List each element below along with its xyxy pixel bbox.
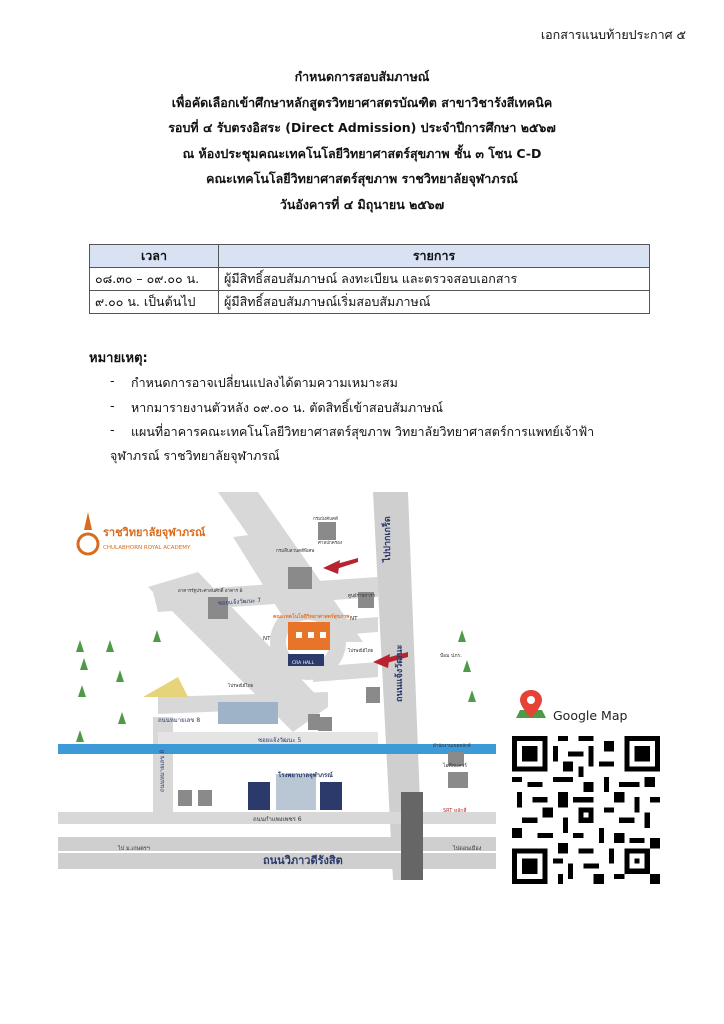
table-row [90, 291, 650, 314]
label-post-office: ไปรษณีย์ไทย [348, 649, 374, 654]
campus-map [58, 492, 496, 880]
label-chaeng-watthana: ถนนแจ้งวัฒนะ [395, 644, 405, 702]
cell-time: ๙.๐๐ น. เป็นต้นไป [90, 291, 219, 314]
label-dsi: กรมสืบสวนคดีพิเศษ [276, 549, 315, 554]
title-line: ณ ห้องประชุมคณะเทคโนโลยีวิทยาศาสตร์สุขภาพ ชั้น ๓ โซน C-D [182, 145, 542, 161]
logo-text-thai: ราชวิทยาลัยจุฬาภรณ์ [103, 526, 206, 539]
title-line: วันอังคารที่ ๔ มิถุนายน ๒๕๖๗ [279, 196, 445, 212]
google-map-pin-icon [514, 688, 548, 726]
label-road-8-vertical: ถนนหมายเลข 8 [159, 749, 166, 792]
note-item: แผนที่อาคารคณะเทคโนโลยีวิทยาศาสตร์สุขภาพ วิทยาลัยวิทยาศาสตร์การแพทย์เจ้าฟ้า [131, 424, 595, 439]
label-to-pakkret: ไปปากเกร็ด [383, 516, 393, 562]
canal [58, 744, 496, 754]
cell-time: ๐๘.๓๐ – ๐๙.๐๐ น. [90, 268, 219, 291]
label-to-kaset: ไป ม.เกษตรฯ [118, 846, 150, 852]
note-item: หากมารายงานตัวหลัง ๐๙.๐๐ น. ตัดสิทธิ์เข้าสอบสัมภาษณ์ [131, 400, 444, 415]
table-header-row [90, 245, 650, 268]
label-vibhavadi: ถนนวิภาวดีรังสิต [263, 854, 343, 867]
label-court: ศาลปกครอง [318, 541, 343, 546]
notes-heading: หมายเหตุ: [89, 351, 148, 366]
title-line: กำหนดการสอบสัมภาษณ์ [294, 69, 430, 84]
bullet-dash: - [110, 373, 115, 388]
label-district-office: สำนักงานเขตหลักสี่ [433, 744, 471, 749]
hospital-building [248, 782, 270, 810]
label-cra-hall: CRA HALL [292, 661, 315, 666]
label-nt-2: NT [350, 616, 358, 622]
note-item: กำหนดการอาจเปลี่ยนแปลงได้ตามความเหมาะสม [131, 375, 398, 390]
title-block [0, 64, 724, 217]
schedule-table [89, 244, 650, 314]
label-government-center: ศูนย์ราชการฯ [348, 594, 375, 599]
label-road-8: ถนนหมายเลข 8 [158, 717, 201, 724]
title-line: เพื่อคัดเลือกเข้าศึกษาหลักสูตรวิทยาศาสตรบัณฑิต สาขาวิชารังสีเทคนิค [171, 94, 553, 110]
cell-item: ผู้มีสิทธิ์สอบสัมภาษณ์เริ่มสอบสัมภาษณ์ [219, 291, 650, 314]
qr-code[interactable] [512, 736, 660, 884]
note-continuation: จุฬาภรณ์ ราชวิทยาลัยจุฬาภรณ์ [110, 448, 280, 463]
title-line: รอบที่ ๔ รับตรงอิสระ (Direct Admission) ประจำปีการศึกษา ๒๕๖๗ [168, 120, 556, 135]
label-legal-execution: กรมบังคับคดี [313, 517, 338, 522]
label-police: ป้อม ปภร. [440, 653, 462, 659]
google-map-label: Google Map [553, 708, 628, 723]
label-srt: SRT หลักสี่ [443, 808, 467, 814]
column-header-item: รายการ [219, 245, 650, 268]
bullet-dash: - [110, 422, 115, 437]
table-row [90, 268, 650, 291]
label-hospital: โรงพยาบาลจุฬาภรณ์ [278, 772, 333, 779]
label-soi-7: ซอยแจ้งวัฒนะ 7 [217, 596, 262, 607]
label-building-b: อาคารรัฐประศาสนศักดิ์ อาคาร B [178, 589, 243, 594]
bullet-dash: - [110, 398, 115, 413]
label-to-donmueang: ไปดอนเมือง [453, 846, 482, 852]
document-reference: เอกสารแนบท้ายประกาศ ๕ [540, 27, 686, 42]
overpass [401, 792, 423, 880]
column-header-time: เวลา [90, 245, 219, 268]
label-target-faculty: คณะเทคโนโลยีวิทยาศาสตร์สุขภาพ [273, 614, 350, 620]
label-nt: NT [263, 636, 271, 642]
label-it-square: ไอทีสแควร์ [443, 763, 467, 769]
label-soi-5: ซอยแจ้งวัฒนะ 5 [258, 737, 302, 744]
cell-item: ผู้มีสิทธิ์สอบสัมภาษณ์ ลงทะเบียน และตรวจสอบเอกสาร [219, 268, 650, 291]
label-post-office-2: ไปรษณีย์ไทย [228, 684, 254, 689]
logo-text-english: CHULABHORN ROYAL ACADEMY [103, 545, 191, 551]
title-line: คณะเทคโนโลยีวิทยาศาสตร์สุขภาพ ราชวิทยาลัยจุฬาภรณ์ [206, 171, 518, 186]
label-kamphaeng-phet: ถนนกำแพงเพชร 6 [253, 816, 302, 823]
